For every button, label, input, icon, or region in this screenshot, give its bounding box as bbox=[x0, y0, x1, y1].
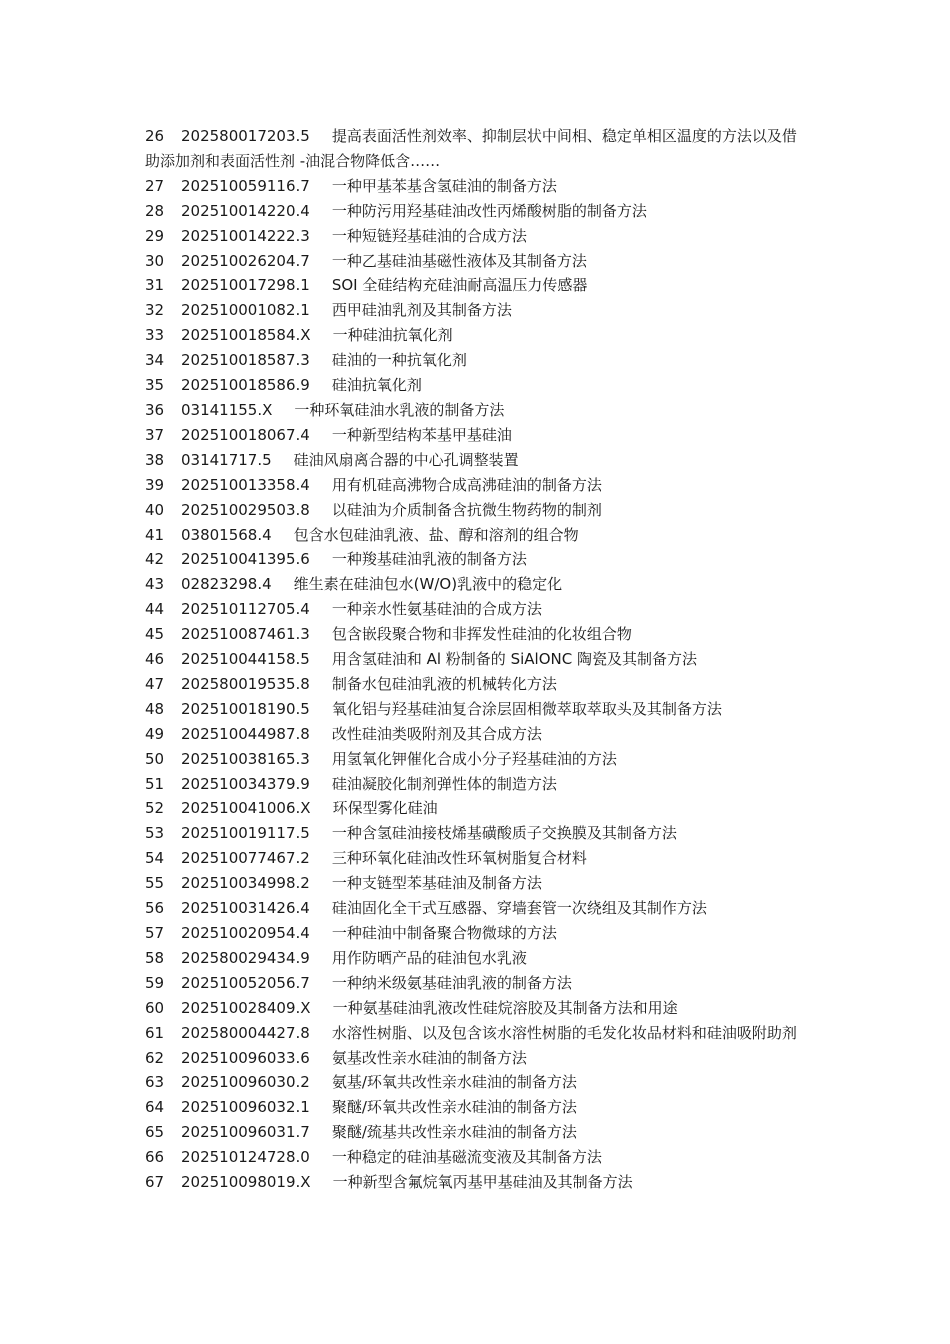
application-number: 202510096031.7 bbox=[181, 1123, 310, 1142]
patent-entry bbox=[145, 846, 805, 871]
patent-title: 一种羧基硅油乳液的制备方法 bbox=[331, 550, 527, 569]
entry-number: 44 bbox=[145, 600, 165, 619]
patent-entry bbox=[145, 298, 805, 323]
patent-title: 一种纳米级氨基硅油乳液的制备方法 bbox=[331, 973, 572, 992]
patent-title: 一种亲水性氨基硅油的合成方法 bbox=[331, 600, 542, 619]
patent-title: 维生素在硅油包水(W/O)乳液中的稳定化 bbox=[293, 575, 563, 594]
application-number: 202510112705.4 bbox=[181, 600, 310, 619]
entry-number: 36 bbox=[145, 400, 165, 419]
entry-number: 52 bbox=[145, 799, 165, 818]
patent-entry bbox=[145, 473, 805, 498]
entry-number: 43 bbox=[145, 575, 165, 594]
application-number: 03141717.5 bbox=[181, 450, 272, 469]
application-number: 202510044987.8 bbox=[181, 724, 310, 743]
patent-title: 一种氨基硅油乳液改性硅烷溶胶及其制备方法和用途 bbox=[332, 998, 678, 1017]
patent-title: 一种环氧硅油水乳液的制备方法 bbox=[294, 400, 505, 419]
patent-entry bbox=[145, 572, 805, 597]
patent-title: 一种新型结构苯基甲基硅油 bbox=[331, 425, 512, 444]
patent-entry bbox=[145, 722, 805, 747]
patent-entry bbox=[145, 622, 805, 647]
entry-number: 49 bbox=[145, 724, 165, 743]
application-number: 202510077467.2 bbox=[181, 849, 310, 868]
patent-list bbox=[145, 124, 805, 1195]
entry-number: 65 bbox=[145, 1123, 165, 1142]
patent-title: 水溶性树脂、以及包含该水溶性树脂的毛发化妆品材料和硅油吸附助剂 bbox=[331, 1023, 797, 1042]
application-number: 202510038165.3 bbox=[181, 749, 310, 768]
patent-entry bbox=[145, 796, 805, 821]
entry-number: 47 bbox=[145, 674, 165, 693]
patent-title: 制备水包硅油乳液的机械转化方法 bbox=[331, 674, 557, 693]
entry-number: 31 bbox=[145, 276, 165, 295]
application-number: 202510096030.2 bbox=[181, 1073, 310, 1092]
application-number: 202510098019.X bbox=[181, 1173, 311, 1192]
application-number: 202510041006.X bbox=[181, 799, 311, 818]
patent-entry bbox=[145, 1170, 805, 1195]
application-number: 202510059116.7 bbox=[181, 176, 310, 195]
patent-title: 聚醚/环氧共改性亲水硅油的制备方法 bbox=[331, 1098, 577, 1117]
application-number: 202510096032.1 bbox=[181, 1098, 310, 1117]
patent-entry bbox=[145, 273, 805, 298]
patent-entry bbox=[145, 498, 805, 523]
patent-entry bbox=[145, 174, 805, 199]
application-number: 202510013358.4 bbox=[181, 475, 310, 494]
patent-entry bbox=[145, 996, 805, 1021]
patent-title: 西甲硅油乳剂及其制备方法 bbox=[331, 301, 512, 320]
patent-entry bbox=[145, 896, 805, 921]
patent-entry bbox=[145, 124, 805, 174]
patent-title: 硅油固化全干式互感器、穿墙套管一次绕组及其制作方法 bbox=[331, 899, 707, 918]
patent-entry bbox=[145, 1145, 805, 1170]
patent-entry bbox=[145, 921, 805, 946]
application-number: 202510018587.3 bbox=[181, 351, 310, 370]
patent-entry bbox=[145, 373, 805, 398]
patent-entry bbox=[145, 697, 805, 722]
patent-title: 硅油风扇离合器的中心孔调整装置 bbox=[293, 450, 519, 469]
patent-entry bbox=[145, 323, 805, 348]
patent-entry bbox=[145, 747, 805, 772]
patent-title: 硅油的一种抗氧化剂 bbox=[331, 351, 467, 370]
patent-title: 三种环氧化硅油改性环氧树脂复合材料 bbox=[331, 849, 587, 868]
application-number: 202510029503.8 bbox=[181, 500, 310, 519]
application-number: 03801568.4 bbox=[181, 525, 272, 544]
patent-title: 包含水包硅油乳液、盐、醇和溶剂的组合物 bbox=[293, 525, 579, 544]
entry-number: 53 bbox=[145, 824, 165, 843]
patent-entry bbox=[145, 199, 805, 224]
patent-title: 一种短链羟基硅油的合成方法 bbox=[331, 226, 527, 245]
entry-number: 39 bbox=[145, 475, 165, 494]
patent-entry bbox=[145, 1046, 805, 1071]
patent-title: 以硅油为介质制备含抗微生物药物的制剂 bbox=[331, 500, 602, 519]
entry-number: 42 bbox=[145, 550, 165, 569]
application-number: 202510018586.9 bbox=[181, 376, 310, 395]
application-number: 202580019535.8 bbox=[181, 674, 310, 693]
application-number: 202510041395.6 bbox=[181, 550, 310, 569]
entry-number: 29 bbox=[145, 226, 165, 245]
patent-entry bbox=[145, 597, 805, 622]
entry-number: 34 bbox=[145, 351, 165, 370]
patent-entry bbox=[145, 523, 805, 548]
application-number: 202510052056.7 bbox=[181, 973, 310, 992]
entry-number: 28 bbox=[145, 201, 165, 220]
entry-number: 46 bbox=[145, 650, 165, 669]
patent-entry bbox=[145, 672, 805, 697]
entry-number: 26 bbox=[145, 127, 165, 145]
patent-title: 氨基改性亲水硅油的制备方法 bbox=[331, 1048, 527, 1067]
patent-title: 一种含氢硅油接枝烯基磺酸质子交换膜及其制备方法 bbox=[331, 824, 677, 843]
application-number: 202510014222.3 bbox=[181, 226, 310, 245]
patent-entry bbox=[145, 1021, 805, 1046]
application-number: 202510017298.1 bbox=[181, 276, 310, 295]
application-number: 202510034379.9 bbox=[181, 774, 310, 793]
entry-number: 50 bbox=[145, 749, 165, 768]
application-number: 202510028409.X bbox=[181, 998, 311, 1017]
entry-number: 66 bbox=[145, 1148, 165, 1167]
entry-number: 38 bbox=[145, 450, 165, 469]
entry-number: 54 bbox=[145, 849, 165, 868]
application-number: 202510044158.5 bbox=[181, 650, 310, 669]
patent-title: SOI 全硅结构充硅油耐高温压力传感器 bbox=[331, 276, 588, 295]
application-number: 202510020954.4 bbox=[181, 924, 310, 942]
patent-title: 一种新型含氟烷氧丙基甲基硅油及其制备方法 bbox=[332, 1173, 633, 1192]
entry-number: 67 bbox=[145, 1173, 165, 1192]
patent-entry bbox=[145, 547, 805, 572]
patent-entry bbox=[145, 1120, 805, 1145]
patent-title: 用作防晒产品的硅油包水乳液 bbox=[331, 948, 527, 967]
application-number: 202580029434.9 bbox=[181, 948, 310, 967]
application-number: 202510031426.4 bbox=[181, 899, 310, 918]
patent-entry bbox=[145, 249, 805, 274]
patent-entry bbox=[145, 423, 805, 448]
patent-entry bbox=[145, 348, 805, 373]
entry-number: 55 bbox=[145, 874, 165, 893]
patent-title: 环保型雾化硅油 bbox=[332, 799, 438, 818]
patent-title: 用有机硅高沸物合成高沸硅油的制备方法 bbox=[331, 475, 602, 494]
entry-number: 58 bbox=[145, 948, 165, 967]
patent-title: 一种硅油中制备聚合物微球的方法 bbox=[331, 924, 557, 942]
entry-number: 56 bbox=[145, 899, 165, 918]
patent-title: 提高表面活性剂效率、抑制层状中间相、稳定单相区温度的方法以及借助添加剂和表面活性剂 -油混合物降低含…… bbox=[145, 127, 797, 170]
application-number: 03141155.X bbox=[181, 400, 273, 419]
entry-number: 32 bbox=[145, 301, 165, 320]
application-number: 02823298.4 bbox=[181, 575, 272, 594]
patent-title: 氨基/环氧共改性亲水硅油的制备方法 bbox=[331, 1073, 577, 1092]
patent-title: 一种支链型苯基硅油及制备方法 bbox=[331, 874, 542, 893]
application-number: 202510026204.7 bbox=[181, 251, 310, 270]
application-number: 202510018067.4 bbox=[181, 425, 310, 444]
document-page bbox=[145, 124, 805, 1195]
patent-entry bbox=[145, 224, 805, 249]
entry-number: 41 bbox=[145, 525, 165, 544]
patent-entry bbox=[145, 448, 805, 473]
patent-entry bbox=[145, 946, 805, 971]
entry-number: 45 bbox=[145, 625, 165, 644]
patent-entry bbox=[145, 971, 805, 996]
application-number: 202510001082.1 bbox=[181, 301, 310, 320]
patent-entry bbox=[145, 821, 805, 846]
entry-number: 35 bbox=[145, 376, 165, 395]
patent-title: 包含嵌段聚合物和非挥发性硅油的化妆组合物 bbox=[331, 625, 632, 644]
application-number: 202510034998.2 bbox=[181, 874, 310, 893]
patent-title: 氧化铝与羟基硅油复合涂层固相微萃取萃取头及其制备方法 bbox=[331, 699, 722, 718]
entry-number: 48 bbox=[145, 699, 165, 718]
entry-number: 33 bbox=[145, 326, 165, 345]
patent-title: 一种甲基苯基含氢硅油的制备方法 bbox=[331, 176, 557, 195]
patent-title: 一种硅油抗氧化剂 bbox=[332, 326, 453, 345]
patent-entry bbox=[145, 1070, 805, 1095]
patent-title: 一种防污用羟基硅油改性丙烯酸树脂的制备方法 bbox=[331, 201, 647, 220]
entry-number: 30 bbox=[145, 251, 165, 270]
entry-number: 63 bbox=[145, 1073, 165, 1092]
patent-entry bbox=[145, 398, 805, 423]
entry-number: 40 bbox=[145, 500, 165, 519]
patent-title: 用氢氧化钾催化合成小分子羟基硅油的方法 bbox=[331, 749, 617, 768]
application-number: 202510014220.4 bbox=[181, 201, 310, 220]
entry-number: 61 bbox=[145, 1023, 165, 1042]
patent-title: 硅油抗氧化剂 bbox=[331, 376, 422, 395]
application-number: 202510087461.3 bbox=[181, 625, 310, 644]
patent-title: 一种稳定的硅油基磁流变液及其制备方法 bbox=[331, 1148, 602, 1167]
patent-title: 用含氢硅油和 Al 粉制备的 SiAlONC 陶瓷及其制备方法 bbox=[331, 650, 697, 669]
patent-entry bbox=[145, 647, 805, 672]
patent-title: 硅油凝胶化制剂弹性体的制造方法 bbox=[331, 774, 557, 793]
application-number: 202510018584.X bbox=[181, 326, 311, 345]
application-number: 202580004427.8 bbox=[181, 1023, 310, 1042]
entry-number: 59 bbox=[145, 973, 165, 992]
patent-title: 一种乙基硅油基磁性液体及其制备方法 bbox=[331, 251, 587, 270]
patent-title: 聚醚/巯基共改性亲水硅油的制备方法 bbox=[331, 1123, 577, 1142]
application-number: 202510096033.6 bbox=[181, 1048, 310, 1067]
patent-entry bbox=[145, 772, 805, 797]
entry-number: 37 bbox=[145, 425, 165, 444]
entry-number: 60 bbox=[145, 998, 165, 1017]
application-number: 202510019117.5 bbox=[181, 824, 310, 843]
entry-number: 62 bbox=[145, 1048, 165, 1067]
application-number: 202510018190.5 bbox=[181, 699, 310, 718]
entry-number: 27 bbox=[145, 176, 165, 195]
entry-number: 64 bbox=[145, 1098, 165, 1117]
application-number: 202510124728.0 bbox=[181, 1148, 310, 1167]
patent-entry bbox=[145, 1095, 805, 1120]
entry-number: 51 bbox=[145, 774, 165, 793]
application-number: 202580017203.5 bbox=[181, 127, 310, 145]
patent-entry bbox=[145, 871, 805, 896]
patent-title: 改性硅油类吸附剂及其合成方法 bbox=[331, 724, 542, 743]
entry-number: 57 bbox=[145, 924, 165, 942]
